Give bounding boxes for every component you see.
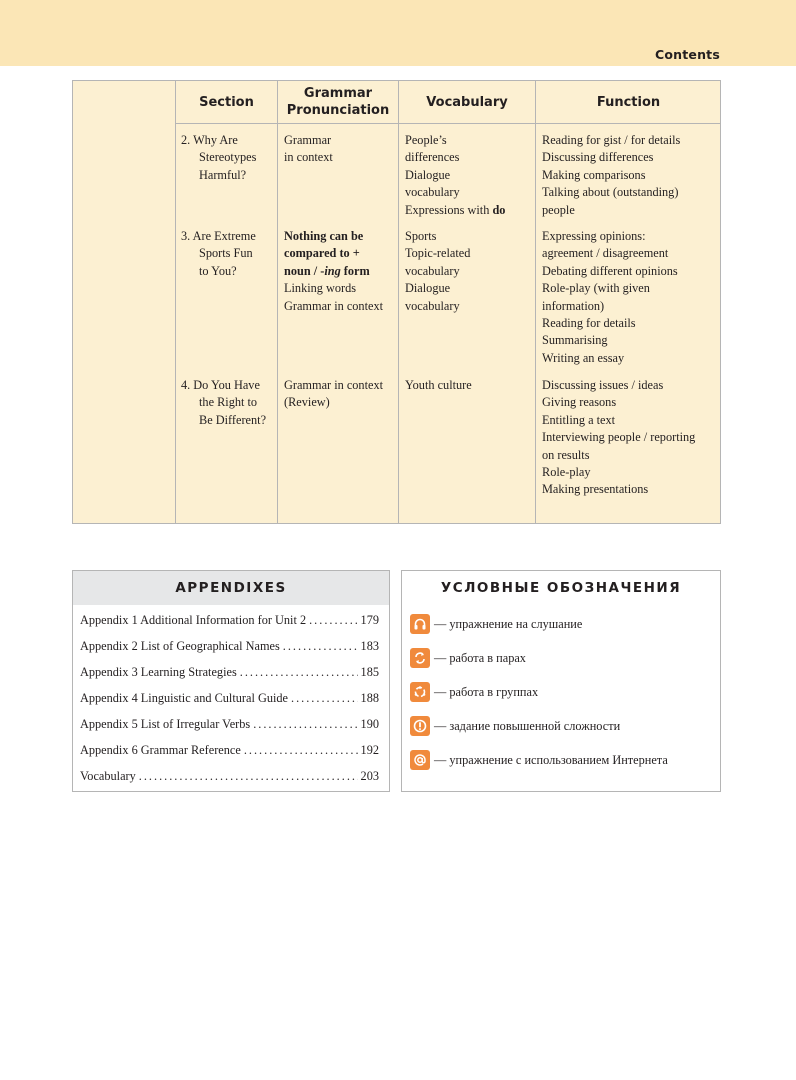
vocab-line: People’s <box>405 133 447 147</box>
function-line: Talking about (outstanding) <box>542 185 679 200</box>
appendix-label: Appendix 2 List of Geographical Names <box>80 639 280 653</box>
headphones-icon <box>410 614 430 634</box>
function-line: Reading for details <box>542 316 636 331</box>
function-line: Role-play (with given <box>542 281 650 296</box>
appendix-page: 203 <box>360 769 379 783</box>
appendixes-box <box>72 570 390 792</box>
vocab-text: Expressions with <box>405 202 493 217</box>
grammar-bold-italic: ing <box>324 263 341 278</box>
row3-function <box>542 228 678 367</box>
legend-text: — работа в группах <box>434 684 539 699</box>
legend-item <box>410 716 620 736</box>
dot-leader <box>283 639 358 654</box>
legend-item <box>410 682 538 702</box>
row4-vocabulary <box>405 377 472 394</box>
appendix-label: Appendix 6 Grammar Reference <box>80 743 241 757</box>
appendix-entry[interactable] <box>80 639 379 654</box>
vocab-line <box>405 202 505 219</box>
vocab-line: Dialogue <box>405 281 451 296</box>
section-line: Harmful? <box>199 167 247 182</box>
column-divider <box>175 81 176 523</box>
appendix-page: 192 <box>360 743 379 757</box>
row2-vocabulary <box>405 132 505 219</box>
section-line: to You? <box>199 263 237 278</box>
appendix-page: 190 <box>360 717 379 731</box>
row4-section <box>181 377 266 429</box>
pair-arrows-icon <box>410 648 430 668</box>
function-line: Making comparisons <box>542 167 646 182</box>
function-line: Writing an essay <box>542 350 625 365</box>
function-line: Expressing opinions: <box>542 229 646 243</box>
appendix-entry[interactable] <box>80 717 379 732</box>
section-line: the Right to <box>199 395 258 410</box>
appendix-page: 188 <box>360 691 379 705</box>
dot-leader <box>253 717 357 732</box>
grammar-line: Grammar in context <box>284 378 384 392</box>
grammar-bold: form <box>340 263 370 278</box>
section-line: 3. Are Extreme <box>181 229 256 243</box>
function-line: on results <box>542 447 590 462</box>
vocab-line: Youth culture <box>405 378 472 392</box>
legend-item <box>410 614 582 634</box>
appendixes-title: APPENDIXES <box>73 571 389 605</box>
legend-title: УСЛОВНЫЕ ОБОЗНАЧЕНИЯ <box>440 580 682 596</box>
vocab-bold: do <box>492 202 506 217</box>
grammar-line <box>284 263 383 280</box>
header-grammar-line1: Grammar <box>303 86 373 101</box>
group-circle-icon <box>410 682 430 702</box>
legend-box <box>401 570 721 792</box>
grammar-line: Grammar in context <box>284 298 384 313</box>
function-line: information) <box>542 298 605 313</box>
function-line: Reading for gist / for details <box>542 133 681 147</box>
column-divider <box>277 81 278 523</box>
appendix-page: 183 <box>360 639 379 653</box>
vocab-line: vocabulary <box>405 298 460 313</box>
appendix-entry[interactable] <box>80 743 379 758</box>
grammar-bold: compared to + <box>284 246 360 261</box>
row4-function <box>542 377 695 499</box>
header-vocabulary: Vocabulary <box>426 94 508 110</box>
dot-leader <box>240 665 358 680</box>
appendix-page: 179 <box>360 613 379 627</box>
header-section: Section <box>199 94 254 110</box>
at-sign-icon <box>410 750 430 770</box>
row2-grammar <box>284 132 333 167</box>
grammar-bold: noun / - <box>284 263 325 278</box>
contents-table <box>72 80 721 524</box>
column-divider <box>398 81 399 523</box>
dot-leader <box>139 769 358 784</box>
appendix-label: Appendix 5 List of Irregular Verbs <box>80 717 251 731</box>
vocab-line: Sports <box>405 229 437 243</box>
function-line: Giving reasons <box>542 395 617 410</box>
function-line: Summarising <box>542 333 608 348</box>
row3-vocabulary <box>405 228 470 315</box>
row3-grammar <box>284 228 383 315</box>
appendix-entry[interactable] <box>80 613 379 628</box>
row2-function <box>542 132 680 219</box>
appendix-entry[interactable] <box>80 665 379 680</box>
function-line: people <box>542 202 575 217</box>
row3-section <box>181 228 256 280</box>
appendix-page: 185 <box>360 665 379 679</box>
column-divider <box>535 81 536 523</box>
appendix-entry[interactable] <box>80 769 379 784</box>
function-line: agreement / disagreement <box>542 246 669 261</box>
header-grammar-line2: Pronunciation <box>286 103 390 118</box>
grammar-line: (Review) <box>284 395 330 410</box>
legend-item <box>410 648 526 668</box>
function-line: Entitling a text <box>542 412 616 427</box>
grammar-line: in context <box>284 150 333 165</box>
appendix-label: Appendix 3 Learning Strategies <box>80 665 237 679</box>
legend-text: — упражнение на слушание <box>434 616 583 631</box>
grammar-line: Grammar <box>284 133 332 147</box>
legend-text: — работа в парах <box>434 650 526 665</box>
legend-text: — задание повышенной сложности <box>434 718 621 733</box>
section-line: Be Different? <box>199 412 267 427</box>
vocab-line: Topic-related <box>405 246 471 261</box>
vocab-line: Dialogue <box>405 167 451 182</box>
legend-item <box>410 750 668 770</box>
legend-text: — упражнение с использованием Интернета <box>434 752 668 767</box>
function-line: Discussing issues / ideas <box>542 378 664 392</box>
appendix-label: Appendix 1 Additional Information for Unit 2 <box>80 613 307 627</box>
dot-leader <box>291 691 358 706</box>
grammar-bold: Nothing can be <box>284 229 364 243</box>
vocab-line: vocabulary <box>405 185 460 200</box>
row4-grammar <box>284 377 383 412</box>
vocab-line: differences <box>405 150 460 165</box>
section-line: 2. Why Are <box>181 133 238 147</box>
vocab-line: vocabulary <box>405 263 460 278</box>
grammar-line <box>284 245 383 262</box>
grammar-line <box>284 228 383 245</box>
row2-section <box>181 132 256 184</box>
function-line: Making presentations <box>542 482 649 497</box>
header-function: Function <box>596 94 661 110</box>
function-line: Interviewing people / reporting <box>542 430 696 445</box>
section-line: Sports Fun <box>199 246 253 261</box>
section-line: Stereotypes <box>199 150 257 165</box>
exclamation-icon <box>410 716 430 736</box>
appendix-entry[interactable] <box>80 691 379 706</box>
header-grammar <box>278 81 398 123</box>
dot-leader <box>309 613 357 628</box>
function-line: Debating different opinions <box>542 263 678 278</box>
grammar-line: Linking words <box>284 281 357 296</box>
function-line: Role-play <box>542 465 591 480</box>
appendix-label: Vocabulary <box>80 769 136 783</box>
section-line: 4. Do You Have <box>181 378 260 392</box>
function-line: Discussing differences <box>542 150 654 165</box>
dot-leader <box>244 743 358 758</box>
header-divider <box>176 123 720 124</box>
running-head: Contents <box>654 47 720 62</box>
appendix-label: Appendix 4 Linguistic and Cultural Guide <box>80 691 288 705</box>
